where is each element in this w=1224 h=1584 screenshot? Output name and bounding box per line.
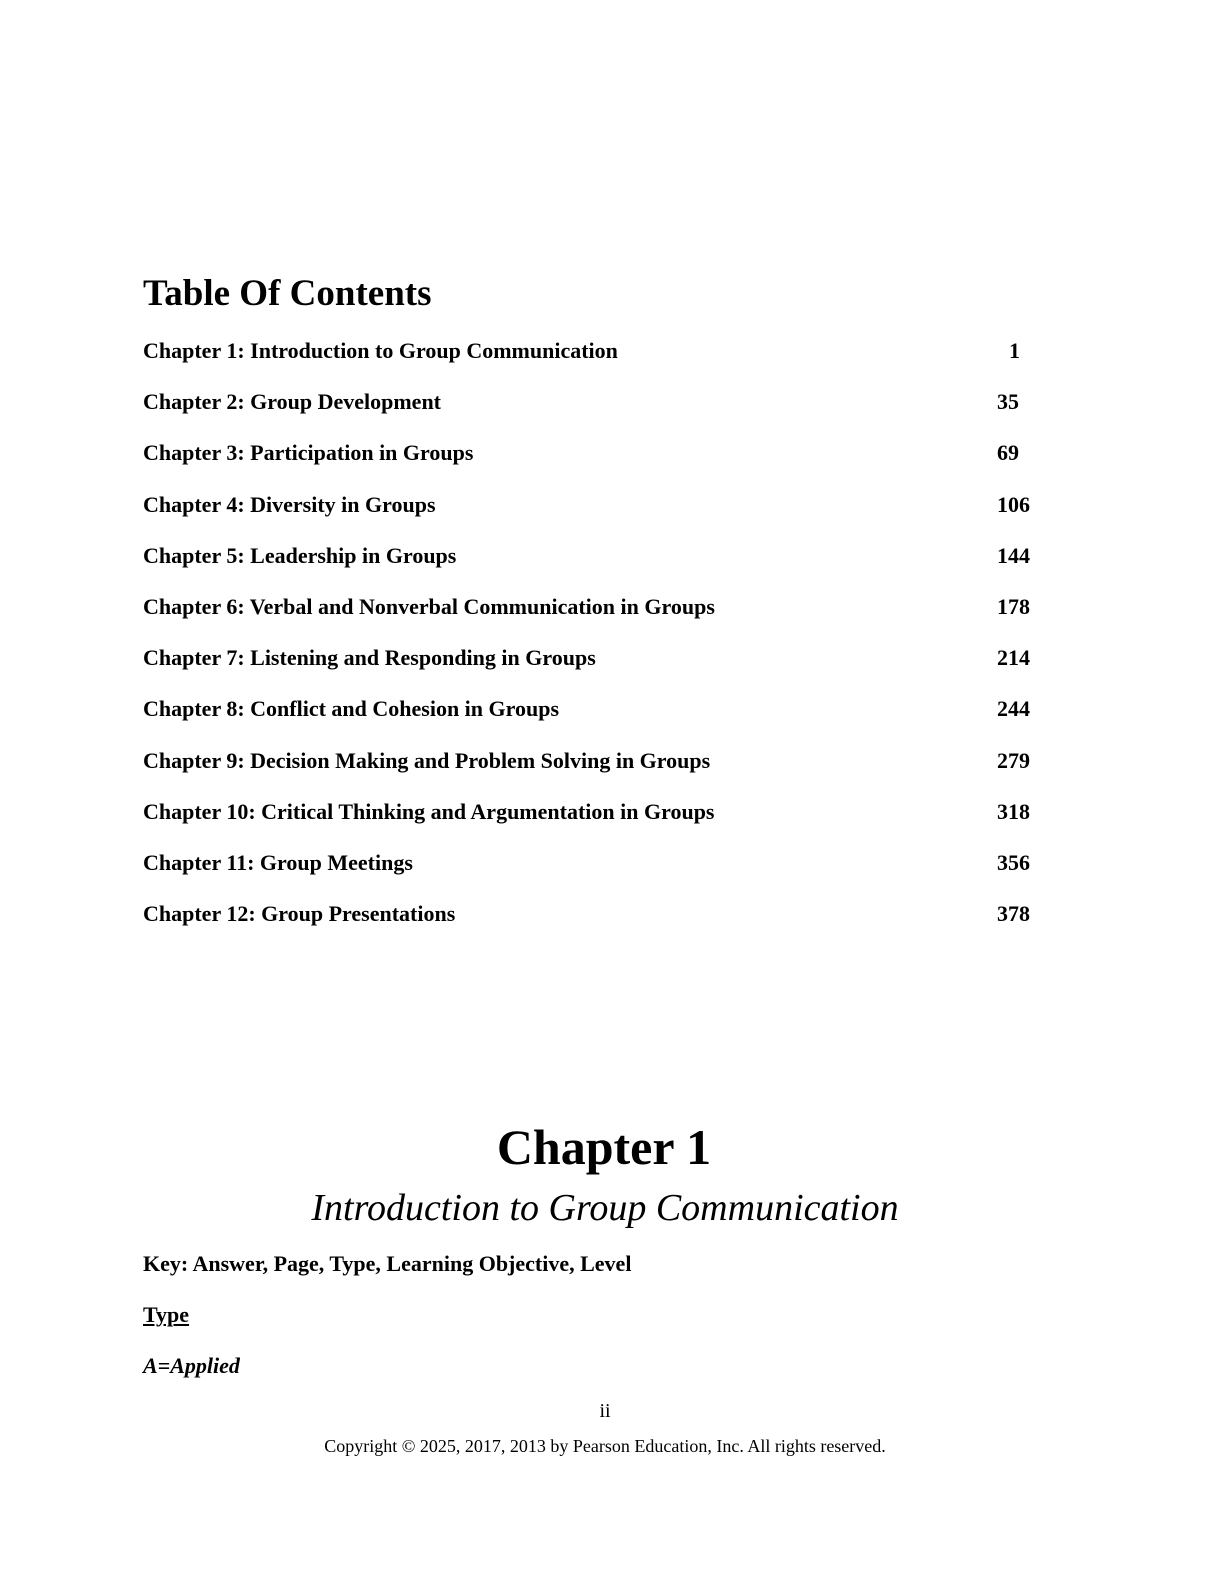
toc-entry-page: 318: [997, 798, 1030, 824]
toc-entry: [143, 848, 1043, 899]
toc-entry: [143, 490, 1043, 541]
toc-entry-page: 356: [997, 849, 1030, 875]
chapter-title: [0, 1118, 1224, 1176]
toc-entry-page: 178: [997, 593, 1030, 619]
toc-entry: [143, 387, 1043, 438]
toc-entry-title: Chapter 5: Leadership in Groups: [143, 542, 457, 568]
toc-entry-title: Chapter 4: Diversity in Groups: [143, 491, 436, 517]
toc-entry-page: 144: [997, 542, 1030, 568]
toc-entry: [143, 643, 1043, 694]
toc-entry-title: Chapter 2: Group Development: [143, 389, 442, 415]
toc-entry: [143, 746, 1043, 797]
toc-entry-page: 378: [997, 901, 1030, 927]
toc-entry-page: 69: [997, 440, 1019, 466]
type-item: A=Applied: [143, 1353, 240, 1378]
chapter-subtitle-text: Introduction to Group Communication: [311, 1187, 899, 1229]
toc-entry-page: 279: [997, 747, 1030, 773]
toc-entry-title: Chapter 8: Conflict and Cohesion in Groups: [143, 696, 560, 722]
toc-entry-page: 214: [997, 645, 1030, 671]
toc-entry-title: Chapter 1: Introduction to Group Communication: [143, 338, 618, 363]
page-number: [0, 1398, 1224, 1424]
toc-entry: [143, 694, 1043, 745]
toc-entry: [143, 899, 1043, 950]
toc-entry-title: Chapter 7: Listening and Responding in Groups: [143, 645, 596, 671]
toc-entry: [143, 438, 1043, 489]
toc-entry-page: 244: [997, 696, 1030, 722]
toc-entry: [143, 336, 1043, 387]
toc-entry-page: 35: [997, 389, 1019, 415]
toc-entry: [143, 541, 1043, 592]
page-number-text: ii: [599, 1400, 611, 1422]
toc-entry-title: Chapter 10: Critical Thinking and Argumentation in Groups: [143, 798, 715, 824]
answer-key-line: Key: Answer, Page, Type, Learning Objective, Level: [143, 1251, 632, 1276]
toc-entry-title: Chapter 6: Verbal and Nonverbal Communication in Groups: [143, 593, 715, 619]
toc-heading: Table Of Contents: [143, 273, 432, 314]
chapter-title-text: Chapter 1: [496, 1119, 712, 1175]
type-heading: Type: [143, 1302, 190, 1327]
toc-entry-title: Chapter 12: Group Presentations: [143, 901, 456, 927]
toc-list: [143, 336, 1043, 950]
toc-entry-title: Chapter 3: Participation in Groups: [143, 440, 474, 466]
toc-entry-page: 106: [997, 491, 1030, 517]
toc-entry-title: Chapter 9: Decision Making and Problem Solving in Groups: [143, 747, 711, 773]
chapter-subtitle: [0, 1184, 1224, 1232]
toc-entry-title: Chapter 11: Group Meetings: [143, 849, 413, 875]
copyright-notice: [0, 1434, 1224, 1458]
toc-entry: [143, 592, 1043, 643]
toc-entry-page: 1: [1009, 338, 1020, 363]
toc-entry: [143, 797, 1043, 848]
copyright-text: Copyright © 2025, 2017, 2013 by Pearson Education, Inc. All rights reserved.: [324, 1436, 886, 1456]
